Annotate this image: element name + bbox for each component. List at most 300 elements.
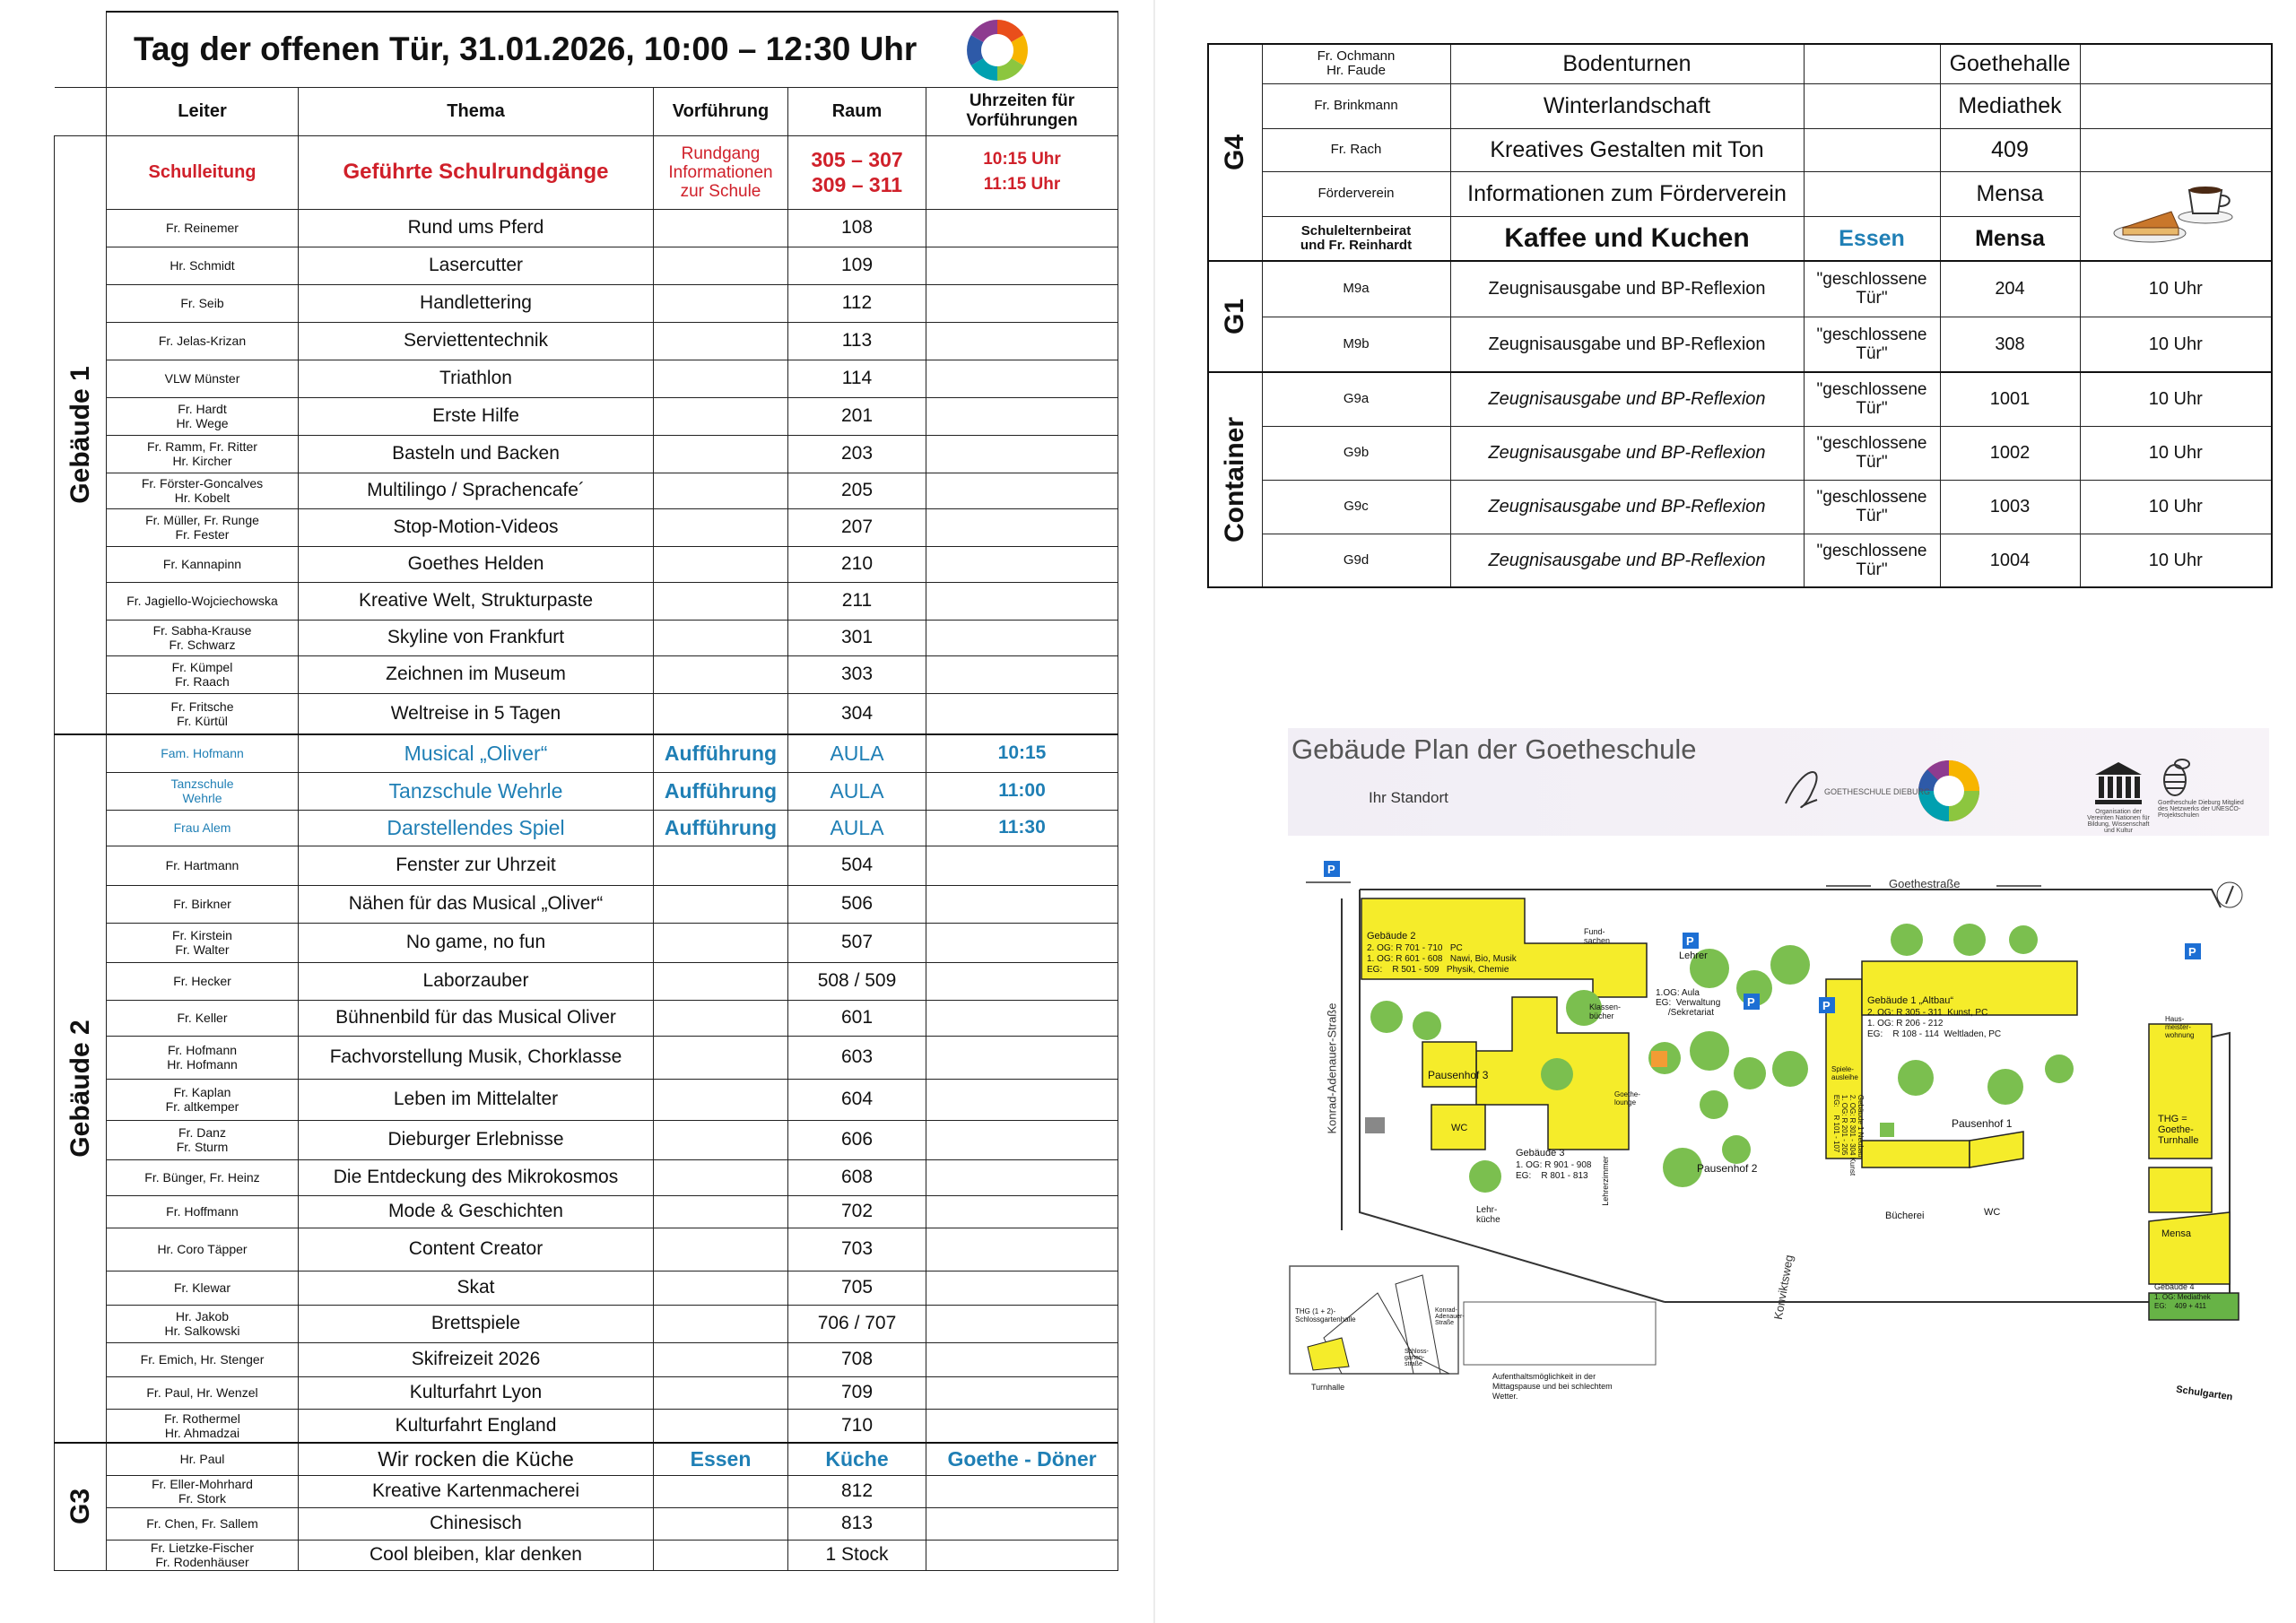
table-row [55,435,1118,473]
raum-cell [1940,480,2080,534]
vorfuehrung-text: "geschlossene Tür" [1816,488,1927,525]
raum-text: AULA [830,742,884,766]
thema-text: Kaffee und Kuchen [1504,222,1750,253]
thema-cell [299,1342,654,1376]
leiter-cell [107,473,299,508]
thema-text: Skat [457,1277,495,1298]
table-row [55,397,1118,435]
thema-cell [299,1228,654,1271]
thema-cell [299,655,654,693]
thema-text: Cool bleiben, klar denken [370,1544,582,1565]
raum-text: Mediathek [1958,93,2062,118]
raum-cell [788,1475,926,1507]
table-row [55,1540,1118,1570]
raum-text: 702 [840,1201,874,1221]
table-row [1208,261,2272,317]
label-aula: 1.OG: Aula EG: Verwaltung /Sekretariat [1656,988,1721,1018]
group-label-text: G3 [65,1488,95,1525]
leiter-cell [1262,261,1450,317]
uhrzeit-cell [926,620,1118,655]
vorfuehrung-cell [654,360,788,397]
uhrzeit-cell [926,435,1118,473]
group-label [55,135,107,734]
table-row [55,1271,1118,1305]
thema-text: Kulturfahrt Lyon [409,1382,543,1402]
vorfuehrung-cell [654,810,788,846]
thema-text: Basteln und Backen [392,443,560,464]
label-lehrkueche: Lehr- küche [1476,1205,1500,1225]
vorfuehrung-cell [654,1000,788,1036]
raum-cell [788,772,926,810]
thema-text: Dieburger Erlebnisse [387,1129,564,1150]
thema-cell [299,846,654,885]
raum-text: 703 [840,1238,874,1259]
uhrzeit-cell [926,1305,1118,1342]
raum-cell [788,655,926,693]
raum-text: 109 [840,255,874,275]
vorfuehrung-cell [1804,171,1940,216]
uhrzeit-cell [926,923,1118,962]
uhrzeit-cell [926,209,1118,247]
raum-cell [788,247,926,284]
uhrzeit-cell [2080,171,2272,261]
vorfuehrung-cell [1804,426,1940,480]
raum-text: 706 / 707 [817,1313,897,1333]
leiter-cell [1262,216,1450,261]
raum-text: 1 Stock [825,1544,889,1565]
raum-cell [788,1540,926,1570]
raum-cell [788,734,926,772]
leiter-text: Fr. Kümpel Fr. Raach [171,660,233,689]
label-goethelounge: Goethe- lounge [1614,1090,1640,1107]
uhrzeit-cell [926,655,1118,693]
group-label-text: Gebäude 2 [65,1020,95,1158]
thema-cell [1450,171,1804,216]
raum-text: 108 [840,217,874,238]
thema-cell [299,322,654,360]
thema-cell [299,1079,654,1120]
raum-cell [1940,83,2080,128]
raum-cell [788,397,926,435]
right-page [1207,43,2273,588]
table-row [1208,480,2272,534]
raum-text: 1002 [1989,443,2031,463]
g1-line: 2. OG: R 305 - 311 Kunst, PC [1867,1008,1988,1018]
uhrzeit-cell [926,846,1118,885]
thema-cell [299,473,654,508]
group-label [55,734,107,1443]
table-row [55,810,1118,846]
leiter-cell [107,1409,299,1443]
table-row [55,247,1118,284]
raum-cell [788,435,926,473]
leiter-text: Fr. Keller [177,1011,228,1025]
leiter-cell [1262,372,1450,426]
table-row [55,693,1118,734]
g3-line: EG: R 801 - 813 [1516,1171,1588,1181]
uhrzeit-cell [926,1376,1118,1409]
leiter-cell [107,1376,299,1409]
group-label-text: G4 [1220,134,1250,171]
group-label-text: G1 [1220,298,1250,335]
vorfuehrung-cell [654,322,788,360]
thema-text: Winterlandschaft [1543,93,1711,118]
vorfuehrung-cell [654,693,788,734]
raum-text: 504 [840,855,874,875]
uhrzeit-cell [926,1228,1118,1271]
table-row [1208,372,2272,426]
leiter-cell [107,1195,299,1228]
raum-cell [788,546,926,582]
raum-cell [1940,44,2080,83]
label-hausmeister: Haus- meister- wohnung [2165,1015,2195,1039]
uhrzeit-cell [2080,128,2272,171]
thema-cell [299,1120,654,1159]
uhrzeit-cell [926,1195,1118,1228]
table-row [55,1409,1118,1443]
thema-cell [1450,261,1804,317]
thema-text: Darstellendes Spiel [387,816,565,839]
thema-text: Bodenturnen [1562,51,1692,77]
leiter-cell [1262,83,1450,128]
thema-cell [299,1195,654,1228]
table-row [1208,534,2272,587]
label-wc2: WC [1984,1207,2001,1218]
leiter-text: Fr. Klewar [173,1280,230,1295]
uhrzeit-cell [926,508,1118,546]
vorfuehrung-cell [1804,128,1940,171]
svg-text:P: P [2188,945,2196,959]
leiter-text: Fr. Jagiello-Wojciechowska [126,594,278,608]
leiter-cell [107,1079,299,1120]
thema-text: Fachvorstellung Musik, Chorklasse [329,1046,622,1067]
vorfuehrung-text: "geschlossene Tür" [1816,541,1927,579]
leiter-text: G9c [1344,499,1369,514]
vorfuehrung-cell [654,397,788,435]
table-row [1208,171,2272,216]
leiter-text: Fr. Emich, Hr. Stenger [140,1352,265,1367]
leiter-text: Hr. Schmidt [170,258,235,273]
street-konviktsweg: Konviktsweg [1770,1254,1796,1321]
label-klassenbuecher: Klassen- bücher [1589,1002,1622,1020]
leiter-cell [107,1540,299,1570]
raum-text: 710 [840,1414,874,1436]
raum-text: 606 [840,1129,874,1150]
leiter-text: G9d [1343,551,1370,568]
leiter-text: Schulleitung [148,162,257,182]
g1-line: EG: R 108 - 114 Weltladen, PC [1867,1029,2002,1039]
leiter-cell [1262,128,1450,171]
leiter-cell [107,322,299,360]
vorfuehrung-cell [654,546,788,582]
vorfuehrung-cell [654,209,788,247]
g2-line: EG: R 501 - 509 Physik, Chemie [1367,965,1509,975]
raum-cell [1940,534,2080,587]
vorfuehrung-cell [654,1228,788,1271]
leiter-text: Fr. Hardt Hr. Wege [176,402,229,430]
raum-cell [788,322,926,360]
table-row [1208,317,2272,372]
thema-text: Zeugnisausgabe und BP-Reflexion [1488,550,1766,570]
leiter-cell [107,1443,299,1475]
raum-cell [788,1159,926,1195]
leiter-cell [107,1120,299,1159]
raum-cell [1940,426,2080,480]
uhrzeit-cell [926,135,1118,209]
raum-text: 1001 [1989,389,2031,410]
label-neubau: Gebäude 1 Neubau 2. OG: R 301 - 304 Kunst 1. OG: R 201 - 205 EG: R 101 - 107 [1832,1094,1866,1176]
leiter-text: Hr. Paul [179,1452,225,1467]
uhrzeit-cell [2080,317,2272,372]
raum-text: 506 [840,893,874,914]
raum-cell [788,473,926,508]
table-row [55,772,1118,810]
raum-cell [788,846,926,885]
street-adenauer: Konrad-Adenauer-Straße [1325,1002,1339,1134]
thema-cell [299,923,654,962]
uhrzeit-cell [926,397,1118,435]
thema-text: Skyline von Frankfurt [387,627,565,647]
thema-cell [299,734,654,772]
uhrzeit-cell [926,1443,1118,1475]
thema-text: Goethes Helden [407,553,544,574]
raum-text: 301 [840,627,874,647]
thema-cell [1450,534,1804,587]
leiter-cell [107,1036,299,1079]
uhrzeit-cell [926,1036,1118,1079]
leiter-text: G9a [1343,391,1370,407]
thema-text: Zeugnisausgabe und BP-Reflexion [1488,279,1766,299]
leiter-text: Fr. Kannapinn [162,557,242,571]
thema-cell [299,1036,654,1079]
leiter-text: Fr. Förster-Goncalves Hr. Kobelt [141,476,264,505]
vorfuehrung-text: "geschlossene Tür" [1816,380,1927,419]
raum-text: 813 [840,1513,874,1533]
raum-text: 303 [840,664,874,684]
table-row [55,923,1118,962]
table-row [55,1120,1118,1159]
leiter-text: M9a [1343,281,1370,297]
uhrzeit-cell [926,473,1118,508]
thema-text: Zeugnisausgabe und BP-Reflexion [1488,497,1766,516]
table-row [55,473,1118,508]
header-uhrzeiten: Uhrzeiten für Vorführungen [926,87,1118,135]
raum-text: Mensa [1975,225,2045,251]
label-pausenhof2: Pausenhof 2 [1697,1162,1758,1175]
thema-text: Die Entdeckung des Mikrokosmos [333,1167,619,1187]
label-schlossgarten: Schloss- garten- straße [1405,1349,1429,1367]
vorfuehrung-cell [1804,44,1940,83]
table-row [55,135,1118,209]
leiter-text: Fr. Hofmann Hr. Hofmann [167,1043,238,1072]
vorfuehrung-cell [654,1195,788,1228]
uhrzeit-cell [926,734,1118,772]
leiter-cell [107,655,299,693]
uhrzeit-cell [2080,534,2272,587]
table-row [55,1079,1118,1120]
raum-cell [1940,171,2080,216]
leiter-cell [107,620,299,655]
raum-cell [788,582,926,620]
thema-cell [299,247,654,284]
thema-cell [299,693,654,734]
header-raum: Raum [788,87,926,135]
left-page [54,11,1118,1571]
leiter-cell [107,923,299,962]
leiter-cell [107,846,299,885]
street-goethestrasse: Goethestraße [1889,877,1961,890]
uhrzeit-cell [2080,480,2272,534]
raum-text: 705 [840,1277,874,1298]
vorfuehrung-cell [654,1271,788,1305]
table-row [55,1507,1118,1540]
g2-title: Gebäude 2 [1367,931,1416,942]
vorfuehrung-text: "geschlossene Tür" [1816,325,1927,363]
raum-cell [788,885,926,923]
leiter-cell [107,734,299,772]
raum-cell [788,1409,926,1443]
table-row [55,1228,1118,1271]
thema-cell [299,1271,654,1305]
group-label [1208,261,1262,372]
uhrzeit-cell [2080,372,2272,426]
map-standort: Ihr Standort [1369,789,1448,806]
raum-text: 210 [840,553,874,574]
raum-text: 211 [841,590,873,611]
thema-text: Zeugnisausgabe und BP-Reflexion [1488,334,1766,354]
leiter-cell [107,546,299,582]
raum-text: AULA [830,816,884,839]
leiter-text: Fr. Sabha-Krause Fr. Schwarz [152,623,252,652]
leiter-cell [107,810,299,846]
leiter-text: VLW Münster [164,371,240,386]
g3-line: 1. OG: R 901 - 908 [1516,1160,1592,1170]
table-row [55,322,1118,360]
uhrzeit-cell [926,1120,1118,1159]
thema-text: Bühnenbild für das Musical Oliver [335,1007,616,1028]
vorfuehrung-cell [654,772,788,810]
vorfuehrung-text: Aufführung [664,816,778,839]
label-adenauer-short: Konrad- Adenauer- Straße [1435,1307,1465,1326]
thema-cell [299,1305,654,1342]
leiter-text: Hr. Jakob Hr. Salkowski [164,1309,240,1338]
leiter-text: Fr. Lietzke-Fischer Fr. Rodenhäuser [150,1541,255,1569]
g4-line: 1. OG: Mediathek [2154,1293,2211,1301]
thema-cell [299,1376,654,1409]
vorfuehrung-text: Aufführung [664,779,778,803]
leiter-cell [107,247,299,284]
raum-cell [788,360,926,397]
thema-text: No game, no fun [405,932,546,952]
raum-text: 812 [840,1480,874,1501]
uhrzeit-cell [926,810,1118,846]
vorfuehrung-cell [654,1540,788,1570]
raum-text: 203 [840,443,874,464]
thema-text: Zeichnen im Museum [386,664,566,684]
thema-cell [299,582,654,620]
thema-text: Zeugnisausgabe und BP-Reflexion [1488,389,1766,410]
raum-text: Küche [825,1447,889,1471]
leiter-cell [107,284,299,322]
label-thg: THG = Goethe- Turnhalle [2158,1114,2199,1146]
thema-cell [299,435,654,473]
uhrzeit-cell [926,1507,1118,1540]
table-row [55,546,1118,582]
table-row [55,1443,1118,1475]
thema-cell [299,810,654,846]
raum-cell [788,1376,926,1409]
raum-cell [788,620,926,655]
raum-text: AULA [830,779,884,803]
g3-title: Gebäude 3 [1516,1148,1565,1159]
leiter-text: Fr. Müller, Fr. Runge Fr. Fester [145,513,259,542]
header-leiter: Leiter [107,87,299,135]
vorfuehrung-cell [1804,480,1940,534]
label-pausenhof1: Pausenhof 1 [1952,1117,2013,1130]
uhrzeit-cell [2080,426,2272,480]
raum-cell [788,1342,926,1376]
table-row [55,1475,1118,1507]
label-lehrerzimmer: Lehrerzimmer [1600,1156,1610,1206]
vorfuehrung-text: Essen [690,1447,752,1471]
thema-text: Kulturfahrt England [395,1414,557,1436]
raum-text: 204 [1995,279,2025,299]
vorfuehrung-cell [654,1305,788,1342]
thema-text: Skifreizeit 2026 [411,1349,541,1369]
leiter-text: Fr. Seib [180,296,224,310]
uhrzeit-cell [926,1342,1118,1376]
raum-cell [788,1271,926,1305]
thema-cell [1450,44,1804,83]
table-row [55,1036,1118,1079]
thema-text: Tanzschule Wehrle [388,779,563,803]
thema-text: Chinesisch [430,1513,522,1533]
table-row [55,284,1118,322]
leiter-cell [107,962,299,1000]
leiter-text: Hr. Coro Täpper [157,1242,248,1256]
map-title: Gebäude Plan der Goetheschule [1292,733,1697,765]
leiter-text: Fr. Eller-Mohrhard Fr. Stork [152,1477,253,1506]
header-thema: Thema [299,87,654,135]
raum-text: 603 [840,1046,874,1067]
table-row [1208,426,2272,480]
thema-text: Zeugnisausgabe und BP-Reflexion [1488,443,1766,463]
leiter-text: Fr. Rothermel Hr. Ahmadzai [164,1410,240,1440]
label-fundsachen: Fund- sachen [1584,927,1611,945]
vorfuehrung-cell [654,1443,788,1475]
vorfuehrung-cell [654,284,788,322]
raum-text: 201 [840,405,874,426]
table-row [55,1195,1118,1228]
leiter-cell [107,1507,299,1540]
label-spieleausleihe: Spiele- ausleihe [1831,1065,1858,1081]
raum-text: 708 [840,1349,874,1369]
thema-text: Handlettering [420,292,532,313]
raum-text: 207 [840,516,874,537]
thema-cell [299,1443,654,1475]
group-label [1208,44,1262,261]
raum-cell [788,135,926,209]
leiter-cell [107,1475,299,1507]
vorfuehrung-cell [654,1342,788,1376]
vorfuehrung-cell [654,473,788,508]
group-label-text: Container [1220,416,1250,543]
raum-cell [788,693,926,734]
uhrzeit-cell [926,1159,1118,1195]
school-building-map [1288,728,2269,1435]
vorfuehrung-cell [654,435,788,473]
vorfuehrung-cell [654,962,788,1000]
